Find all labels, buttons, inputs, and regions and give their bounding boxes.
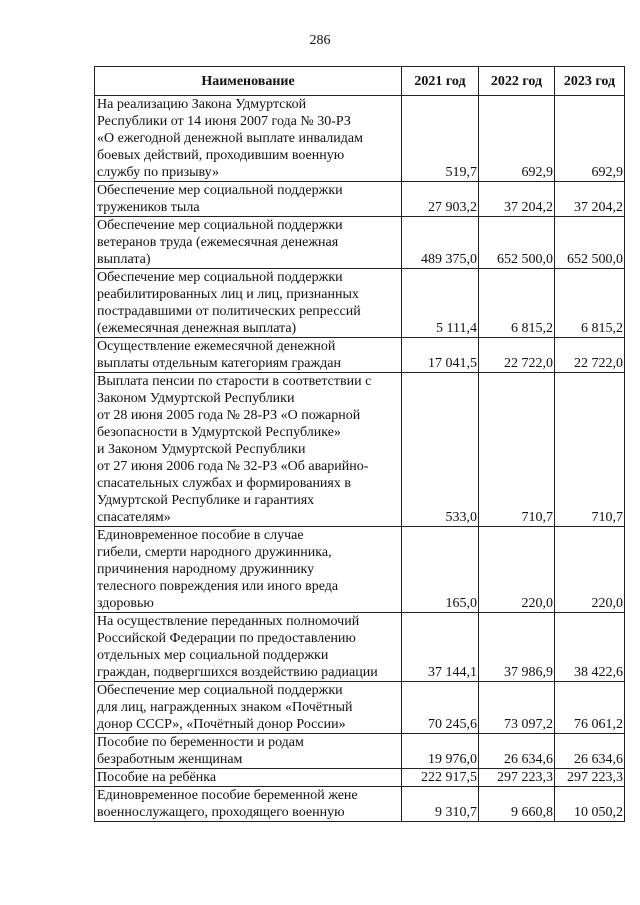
table-row bbox=[95, 527, 625, 613]
value-2023-cell: 38 422,6 bbox=[555, 613, 625, 682]
row-name-cell: Обеспечение мер социальной поддержки реабилитированных лиц и лиц, признанных пострадавшими от политических репрессий (ежемесячная денежная выплата) bbox=[95, 269, 402, 338]
value-2022-cell: 73 097,2 bbox=[479, 682, 555, 734]
value-2023-cell: 26 634,6 bbox=[555, 734, 625, 769]
value-2022-cell: 297 223,3 bbox=[479, 769, 555, 787]
value-2021-cell: 19 976,0 bbox=[402, 734, 479, 769]
header-2023: 2023 год bbox=[555, 67, 625, 96]
row-name-cell: Пособие по беременности и родам безработным женщинам bbox=[95, 734, 402, 769]
value-2022-cell: 710,7 bbox=[479, 373, 555, 527]
value-2023-cell: 220,0 bbox=[555, 527, 625, 613]
row-name-cell: Обеспечение мер социальной поддержки для лиц, награжденных знаком «Почётный донор СССР», «Почётный донор России» bbox=[95, 682, 402, 734]
value-2021-cell: 27 903,2 bbox=[402, 182, 479, 217]
value-2022-cell: 26 634,6 bbox=[479, 734, 555, 769]
table-header-row bbox=[95, 67, 625, 96]
row-name-cell: Единовременное пособие в случае гибели, смерти народного дружинника, причинения народному дружиннику телесного повреждения или иного вреда здоровью bbox=[95, 527, 402, 613]
table-row bbox=[95, 269, 625, 338]
row-name-cell: Единовременное пособие беременной жене военнослужащего, проходящего военную bbox=[95, 787, 402, 822]
value-2023-cell: 22 722,0 bbox=[555, 338, 625, 373]
table-row bbox=[95, 338, 625, 373]
header-2022: 2022 год bbox=[479, 67, 555, 96]
value-2021-cell: 9 310,7 bbox=[402, 787, 479, 822]
row-name-cell: На осуществление переданных полномочий Российской Федерации по предоставлению отдельных мер социальной поддержки граждан, подвергшихся воздействию радиации bbox=[95, 613, 402, 682]
table-row bbox=[95, 734, 625, 769]
row-name-cell: Пособие на ребёнка bbox=[95, 769, 402, 787]
row-name-cell: Обеспечение мер социальной поддержки ветеранов труда (ежемесячная денежная выплата) bbox=[95, 217, 402, 269]
value-2021-cell: 5 111,4 bbox=[402, 269, 479, 338]
value-2023-cell: 37 204,2 bbox=[555, 182, 625, 217]
value-2021-cell: 17 041,5 bbox=[402, 338, 479, 373]
value-2021-cell: 37 144,1 bbox=[402, 613, 479, 682]
value-2022-cell: 652 500,0 bbox=[479, 217, 555, 269]
value-2021-cell: 533,0 bbox=[402, 373, 479, 527]
table-row bbox=[95, 769, 625, 787]
value-2022-cell: 692,9 bbox=[479, 96, 555, 182]
value-2021-cell: 222 917,5 bbox=[402, 769, 479, 787]
value-2021-cell: 165,0 bbox=[402, 527, 479, 613]
value-2022-cell: 22 722,0 bbox=[479, 338, 555, 373]
page-number: 286 bbox=[309, 33, 331, 48]
table-row bbox=[95, 682, 625, 734]
table-row bbox=[95, 613, 625, 682]
value-2022-cell: 9 660,8 bbox=[479, 787, 555, 822]
value-2023-cell: 652 500,0 bbox=[555, 217, 625, 269]
budget-table bbox=[94, 66, 625, 822]
value-2021-cell: 489 375,0 bbox=[402, 217, 479, 269]
value-2022-cell: 37 986,9 bbox=[479, 613, 555, 682]
row-name-cell: Выплата пенсии по старости в соответствии с Законом Удмуртской Республики от 28 июня 2005 года № 28-РЗ «О пожарной безопасности в Удмуртской Республике» и Законом Удмуртской Республики от 27 июня 2006 года № 32-РЗ «Об аварийно- спасательных службах и формированиях в Удмуртской Республике и гарантиях спасателям» bbox=[95, 373, 402, 527]
value-2022-cell: 220,0 bbox=[479, 527, 555, 613]
value-2023-cell: 710,7 bbox=[555, 373, 625, 527]
value-2022-cell: 6 815,2 bbox=[479, 269, 555, 338]
value-2023-cell: 10 050,2 bbox=[555, 787, 625, 822]
table-row bbox=[95, 182, 625, 217]
value-2022-cell: 37 204,2 bbox=[479, 182, 555, 217]
row-name-cell: Осуществление ежемесячной денежной выплаты отдельным категориям граждан bbox=[95, 338, 402, 373]
header-name: Наименование bbox=[95, 67, 402, 96]
table-row bbox=[95, 217, 625, 269]
table-row bbox=[95, 787, 625, 822]
header-2021: 2021 год bbox=[402, 67, 479, 96]
value-2021-cell: 70 245,6 bbox=[402, 682, 479, 734]
value-2023-cell: 6 815,2 bbox=[555, 269, 625, 338]
value-2023-cell: 76 061,2 bbox=[555, 682, 625, 734]
row-name-cell: На реализацию Закона Удмуртской Республики от 14 июня 2007 года № 30-РЗ «О ежегодной денежной выплате инвалидам боевых действий, проходившим военную службу по призыву» bbox=[95, 96, 402, 182]
value-2023-cell: 297 223,3 bbox=[555, 769, 625, 787]
value-2023-cell: 692,9 bbox=[555, 96, 625, 182]
table-row bbox=[95, 373, 625, 527]
table-row bbox=[95, 96, 625, 182]
value-2021-cell: 519,7 bbox=[402, 96, 479, 182]
row-name-cell: Обеспечение мер социальной поддержки тружеников тыла bbox=[95, 182, 402, 217]
